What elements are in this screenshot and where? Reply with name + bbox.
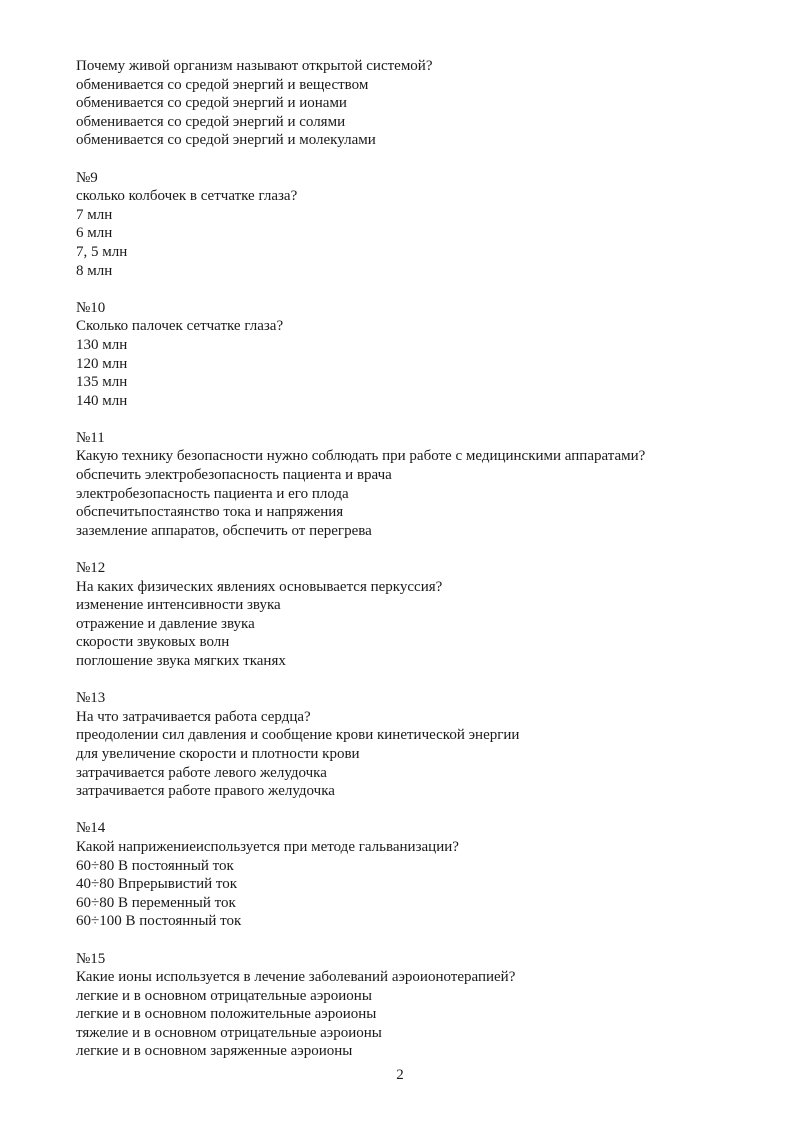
question-block-12 <box>76 559 756 671</box>
question-number: №9 <box>76 169 98 186</box>
answer-option: 130 млн <box>76 336 128 353</box>
answer-option: 60÷80 В переменный ток <box>76 894 236 911</box>
question-number: №12 <box>76 560 106 577</box>
answer-option: обменивается со средой энергий и солями <box>76 113 346 130</box>
answer-option: для увеличение скорости и плотности крови <box>76 745 360 762</box>
answer-option: 60÷100 В постоянный ток <box>76 913 242 930</box>
answer-option: заземление аппаратов, обспечить от перегрева <box>76 522 372 539</box>
question-block-11 <box>76 429 756 541</box>
answer-option: скорости звуковых волн <box>76 634 230 651</box>
answer-option: преодолении сил давления и сообщение крови кинетической энергии <box>76 727 520 744</box>
answer-option: 7 млн <box>76 206 113 223</box>
answer-option: обменивается со средой энергий и веществом <box>76 76 369 93</box>
question-text: сколько колбочек в сетчатке глаза? <box>76 188 298 205</box>
answer-option: 40÷80 Впрерывистий ток <box>76 876 238 893</box>
answer-option: затрачивается работе левого желудочка <box>76 764 327 781</box>
question-block-13 <box>76 689 756 801</box>
question-number: №13 <box>76 690 106 707</box>
answer-option: легкие и в основном положительные аэроионы <box>76 1006 377 1023</box>
question-text: На что затрачивается работа сердца? <box>76 708 311 725</box>
question-text: Какую технику безопасности нужно соблюдать при работе с медицинскими аппаратами? <box>76 448 646 465</box>
answer-option: легкие и в основном отрицательные аэроионы <box>76 987 372 1004</box>
question-text: Какие ионы используется в лечение заболеваний аэроионотерапией? <box>76 969 516 986</box>
answer-option: 6 млн <box>76 225 113 242</box>
answer-option: изменение интенсивности звука <box>76 597 281 614</box>
question-number: №15 <box>76 950 106 967</box>
question-text: Какой наприжениеиспользуется при методе гальванизации? <box>76 838 459 855</box>
question-block-intro <box>76 57 756 150</box>
page-number: 2 <box>396 1067 404 1083</box>
answer-option: обспечить электробезопасность пациента и врача <box>76 467 392 484</box>
answer-option: легкие и в основном заряженные аэроионы <box>76 1043 353 1060</box>
question-block-9 <box>76 169 756 281</box>
answer-option: тяжелие и в основном отрицательные аэроионы <box>76 1024 382 1041</box>
answer-option: 8 млн <box>76 262 113 279</box>
question-text: Почему живой организм называют открытой системой? <box>76 58 433 74</box>
answer-option: 120 млн <box>76 355 128 372</box>
question-block-14 <box>76 819 756 931</box>
question-text: На каких физических явлениях основывается перкуссия? <box>76 578 443 595</box>
answer-option: обменивается со средой энергий и молекулами <box>76 132 376 149</box>
answer-option: 135 млн <box>76 374 128 391</box>
answer-option: электробезопасность пациента и его плода <box>76 485 349 502</box>
answer-option: поглошение звука мягких тканях <box>76 653 286 669</box>
answer-option: обспечитьпостаянство тока и напряжения <box>76 504 344 521</box>
question-number: №10 <box>76 299 106 316</box>
question-block-10 <box>76 299 756 411</box>
question-block-15 <box>76 950 756 1062</box>
question-number: №11 <box>76 429 105 446</box>
answer-option: отражение и давление звука <box>76 615 255 632</box>
question-number: №14 <box>76 820 106 837</box>
answer-option: затрачивается работе правого желудочка <box>76 783 335 800</box>
answer-option: 7, 5 млн <box>76 243 128 260</box>
answer-option: 60÷80 В постоянный ток <box>76 857 234 874</box>
answer-option: 140 млн <box>76 392 128 409</box>
document-page <box>76 57 756 1080</box>
question-text: Сколько палочек сетчатке глаза? <box>76 318 284 335</box>
answer-option: обменивается со средой энергий и ионами <box>76 95 347 112</box>
